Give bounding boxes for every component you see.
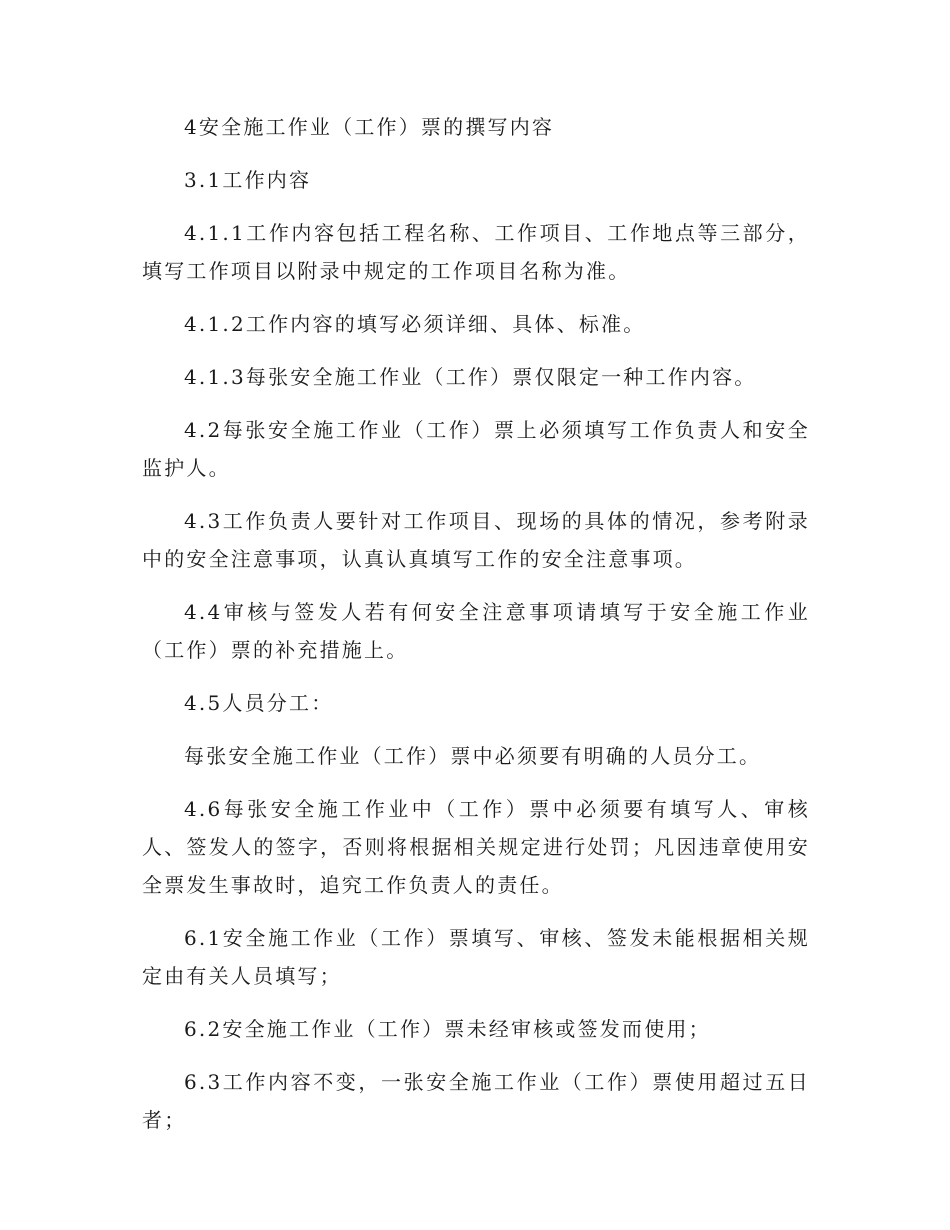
paragraph-4-2: 4.2每张安全施工作业（工作）票上必须填写工作负责人和安全监护人。 [142, 418, 810, 480]
paragraph-4-1-1: 4.1.1工作内容包括工程名称、工作项目、工作地点等三部分，填写工作项目以附录中规定的工作项目名称为准。 [142, 221, 810, 283]
paragraph-4-4: 4.4审核与签发人若有何安全注意事项请填写于安全施工作业（工作）票的补充措施上。 [142, 600, 810, 662]
section-heading-4: 4安全施工作业（工作）票的撰写内容 [184, 115, 555, 139]
paragraph-6-3: 6.3工作内容不变，一张安全施工作业（工作）票使用超过五日者； [142, 1070, 810, 1132]
paragraph-4-5-detail: 每张安全施工作业（工作）票中必须要有明确的人员分工。 [184, 744, 762, 768]
paragraph-6-2: 6.2安全施工作业（工作）票未经审核或签发而使用； [184, 1017, 711, 1041]
paragraph-6-1: 6.1安全施工作业（工作）票填写、审核、签发未能根据相关规定由有关人员填写； [142, 926, 810, 988]
paragraph-4-6: 4.6每张安全施工作业中（工作）票中必须要有填写人、审核人、签发人的签字，否则将根据相关规定进行处罚；凡因违章使用安全票发生事故时，追究工作负责人的责任。 [142, 797, 810, 897]
document-body [142, 108, 810, 1154]
paragraph-4-1-3: 4.1.3每张安全施工作业（工作）票仅限定一种工作内容。 [184, 365, 757, 389]
paragraph-4-5: 4.5人员分工： [184, 691, 334, 715]
subsection-heading-3-1: 3.1工作内容 [184, 168, 312, 192]
paragraph-4-1-2: 4.1.2工作内容的填写必须详细、具体、标准。 [184, 312, 646, 336]
paragraph-4-3: 4.3工作负责人要针对工作项目、现场的具体的情况，参考附录中的安全注意事项，认真认真填写工作的安全注意事项。 [142, 509, 810, 571]
